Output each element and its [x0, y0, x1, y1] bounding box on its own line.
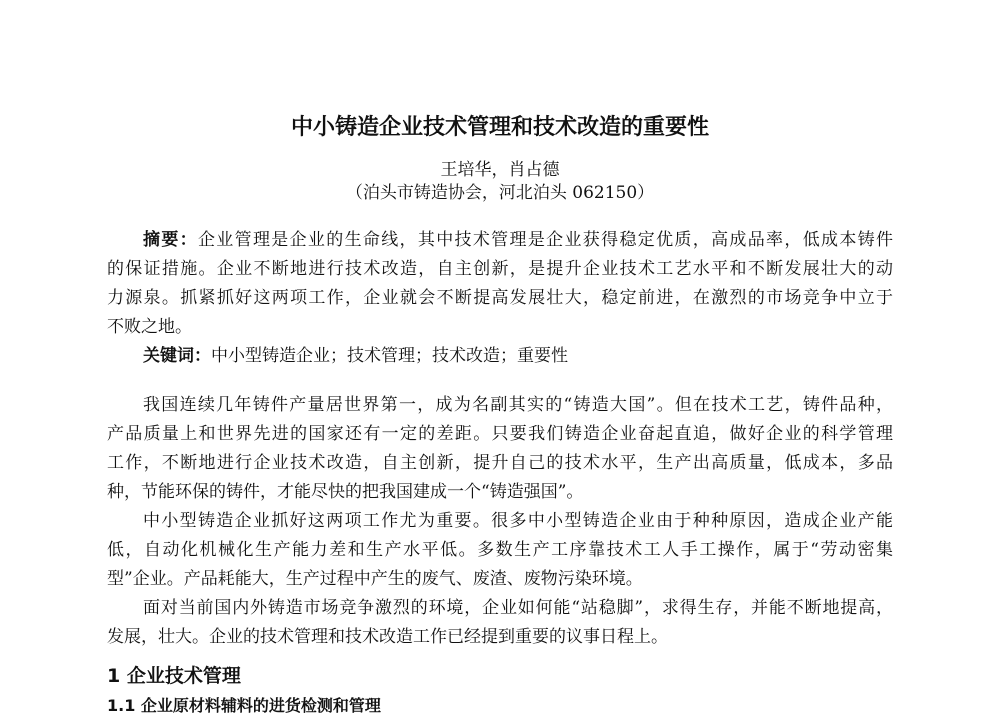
paragraph-line: 低，自动化机械化生产能力差和生产水平低。多数生产工序靠技术工人手工操作，属于“劳动密集 [107, 540, 893, 560]
paragraph-line: 我国连续几年铸件产量居世界第一，成为名副其实的“铸造大国”。但在技术工艺，铸件品种， [143, 395, 893, 415]
abstract-line: 不败之地。 [107, 317, 192, 337]
subsection-heading: 1.1 企业原材料辅料的进货检测和管理 [107, 696, 381, 715]
paragraph-line: 面对当前国内外铸造市场竞争激烈的环境，企业如何能“站稳脚”，求得生存，并能不断地提高， [143, 598, 893, 618]
paragraph-line: 种，节能环保的铸件，才能尽快的把我国建成一个“铸造强国”。 [107, 482, 584, 502]
paragraph-line: 中小型铸造企业抓好这两项工作尤为重要。很多中小型铸造企业由于种种原因，造成企业产能 [143, 511, 893, 531]
keywords [143, 346, 893, 366]
section-heading: 1 企业技术管理 [107, 665, 241, 687]
abstract-line: 力源泉。抓紧抓好这两项工作，企业就会不断提高发展壮大，稳定前进，在激烈的市场竞争中立于 [107, 288, 893, 308]
authors: 王培华，肖占德 [440, 160, 560, 180]
paragraph-line: 发展，壮大。企业的技术管理和技术改造工作已经提到重要的议事日程上。 [107, 627, 668, 647]
paper-title: 中小铸造企业技术管理和技术改造的重要性 [290, 115, 709, 140]
affiliation: （泊头市铸造协会，河北泊头 062150） [345, 183, 655, 203]
keywords-label: 关键词： [143, 346, 211, 366]
paragraph-line: 型”企业。产品耗能大，生产过程中产生的废气、废渣、废物污染环境。 [107, 569, 643, 589]
paragraph-line: 产品质量上和世界先进的国家还有一定的差距。只要我们铸造企业奋起直追，做好企业的科学管理 [107, 424, 893, 444]
paragraph-line: 工作，不断地进行企业技术改造，自主创新，提升自己的技术水平，生产出高质量，低成本，多品 [107, 453, 893, 473]
abstract-label: 摘要： [143, 230, 198, 250]
abstract-line: 的保证措施。企业不断地进行技术改造，自主创新，是提升企业技术工艺水平和不断发展壮大的动 [107, 259, 893, 279]
abstract-text: 企业管理是企业的生命线，其中技术管理是企业获得稳定优质，高成品率，低成本铸件 [197, 230, 894, 250]
abstract-line [143, 230, 893, 250]
keywords-text: 中小型铸造企业；技术管理；技术改造；重要性 [211, 346, 568, 366]
